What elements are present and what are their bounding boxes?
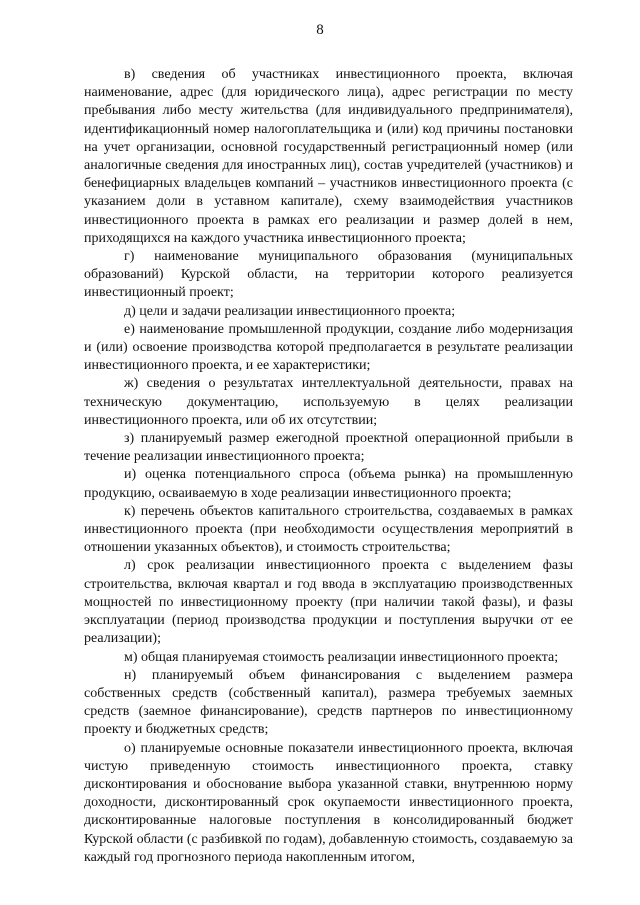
paragraph-zh: ж) сведения о результатах интеллектуальной деятельности, правах на техническую документацию, используемую в целях реализации инвестиционного проекта, или об их отсутствии;	[84, 376, 573, 428]
document-body	[84, 66, 573, 867]
paragraph-i: и) оценка потенциального спроса (объема рынка) на промышленную продукцию, осваиваемую в ходе реализации инвестиционного проекта;	[84, 467, 573, 501]
page-number: 8	[316, 22, 324, 38]
paragraph-g: г) наименование муниципального образования (муниципальных образований) Курской области, на территории которого реализуется инвестиционный проект;	[84, 249, 573, 301]
paragraph-e: е) наименование промышленной продукции, создание либо модернизация и (или) освоение производства которой предполагается в результате реализации инвестиционного проекта, и ее характеристики;	[84, 321, 573, 374]
paragraph-n: н) планируемый объем финансирования с выделением размера собственных средств (собственный капитал), размера требуемых заемных средств (заемное финансирование), средств партнеров по инвестиционному проекту и бюджетных средств;	[84, 667, 573, 738]
paragraph-m: м) общая планируемая стоимость реализации инвестиционного проекта;	[124, 649, 559, 665]
paragraph-l: л) срок реализации инвестиционного проекта с выделением фазы строительства, включая квартал и год ввода в эксплуатацию производственных мощностей по инвестиционному проекту (при наличии такой фазы), и фазы эксплуатации (период производства продукции и поступления выручки от ее реализации);	[84, 558, 573, 647]
paragraph-o: о) планируемые основные показатели инвестиционного проекта, включая чистую приведенную стоимость инвестиционного проекта, ставку дисконтирования и обоснование выбора указанной ставки, внутреннюю норму доходности, дисконтированный срок окупаемости инвестиционного проекта, дисконтированные налоговые поступления в консолидированный бюджет Курской области (с разбивкой по годам), добавленную стоимость, создаваемую за каждый год прогнозного периода накопленным итогом,	[84, 740, 573, 865]
paragraph-k: к) перечень объектов капитального строительства, создаваемых в рамках инвестиционного проекта (при необходимости осуществления мероприятий в отношении указанных объектов), и стоимость строительства;	[84, 503, 573, 556]
paragraph-z: з) планируемый размер ежегодной проектной операционной прибыли в течение реализации инвестиционного проекта;	[84, 431, 573, 465]
paragraph-v: в) сведения об участниках инвестиционного проекта, включая наименование, адрес (для юридического лица), адрес регистрации по месту пребывания либо месту жительства (для индивидуального предпринимателя), идентификационный номер налогоплательщика и (или) код причины постановки на учет организации, основной государственный регистрационный номер (или аналогичные сведения для иностранных лиц), состав учредителей (участников) и бенефициарных владельцев компаний – участников инвестиционного проекта (с указанием доли в уставном капитале), схему взаимодействия участников инвестиционного проекта в рамках его реализации и размер долей в нем, приходящихся на каждого участника инвестиционного проекта;	[84, 67, 573, 246]
paragraph-d: д) цели и задачи реализации инвестиционного проекта;	[124, 303, 456, 319]
